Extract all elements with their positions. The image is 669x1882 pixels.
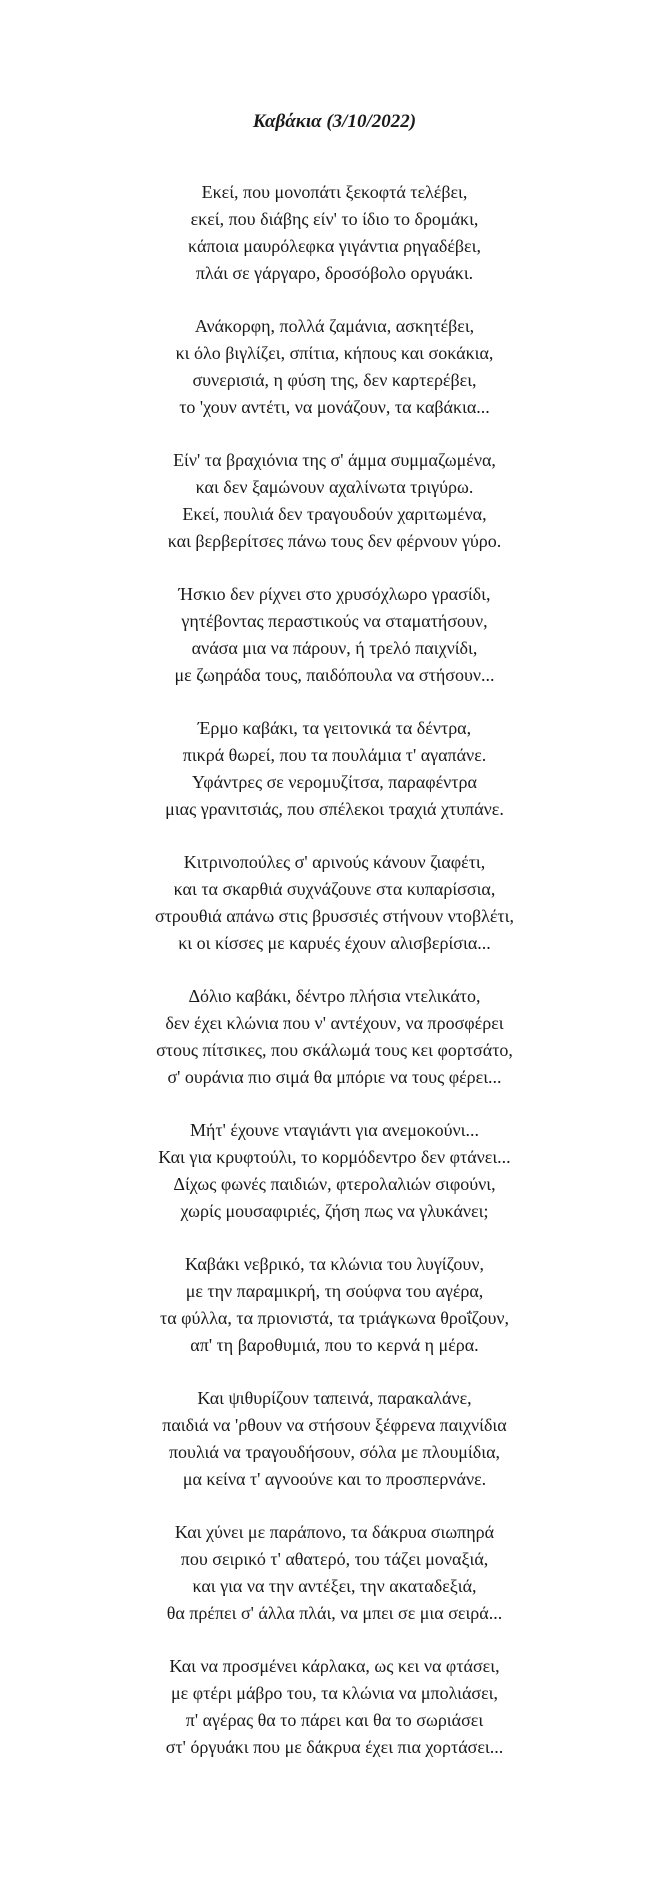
stanza bbox=[0, 447, 669, 555]
stanza bbox=[0, 1117, 669, 1225]
poem-line: θα πρέπει σ' άλλα πλάι, να μπει σε μια σειρά... bbox=[166, 1603, 503, 1623]
poem-line: σ' ουράνια πιο σιμά θα μπόριε να τους φέρει... bbox=[167, 1067, 502, 1087]
stanza bbox=[0, 1251, 669, 1359]
poem-line: Και να προσμένει κάρλακα, ως κει να φτάσει, bbox=[169, 1656, 500, 1676]
poem-line: Μήτ' έχουνε νταγιάντι για ανεμοκούνι... bbox=[190, 1120, 479, 1140]
poem-line: και για να την αντέξει, την ακαταδεξιά, bbox=[192, 1576, 477, 1596]
poem-line: Δίχως φωνές παιδιών, φτερολαλιών σιφούνι, bbox=[173, 1174, 496, 1194]
poem-line: Και χύνει με παράπονο, τα δάκρυα σιωπηρά bbox=[174, 1522, 495, 1542]
poem-line: εκεί, που διάβης είν' το ίδιο το δρομάκι, bbox=[190, 209, 479, 229]
poem-body bbox=[0, 179, 669, 1761]
poem-line: στρουθιά απάνω στις βρυσσιές στήνουν ντοβλέτι, bbox=[155, 906, 514, 926]
poem-line: με την παραμικρή, τη σούφνα του αγέρα, bbox=[185, 1281, 484, 1301]
stanza bbox=[0, 313, 669, 421]
poem-line: δεν έχει κλώνια που ν' αντέχουν, να προσφέρει bbox=[165, 1013, 504, 1033]
poem-line: Έρμο καβάκι, τα γειτονικά τα δέντρα, bbox=[197, 718, 472, 738]
stanza bbox=[0, 983, 669, 1091]
poem-line: κι όλο βιγλίζει, σπίτια, κήπους και σοκάκια, bbox=[175, 343, 494, 363]
stanza bbox=[0, 1653, 669, 1761]
poem-line: και βερβερίτσες πάνω τους δεν φέρνουν γύρο. bbox=[167, 531, 502, 551]
poem-title: Καβάκια (3/10/2022) bbox=[252, 111, 417, 132]
poem-line: στ' όργυάκι που με δάκρυα έχει πια χορτάσει... bbox=[165, 1737, 504, 1757]
poem-line: παιδιά να 'ρθουν να στήσουν ξέφρενα παιχνίδια bbox=[162, 1415, 507, 1435]
poem-line: Ήσκιο δεν ρίχνει στο χρυσόχλωρο γρασίδι, bbox=[178, 584, 491, 604]
poem-line: κάποια μαυρόλεφκα γιγάντια ρηγαδέβει, bbox=[188, 236, 481, 256]
poem-line: πικρά θωρεί, που τα πουλάμια τ' αγαπάνε. bbox=[182, 745, 487, 765]
poem-line: και τα σκαρθιά συχνάζουνε στα κυπαρίσσια, bbox=[173, 879, 496, 899]
poem-line: στους πίτσικες, που σκάλωμά τους κει φορτσάτο, bbox=[156, 1040, 513, 1060]
poem-line: με ζωηράδα τους, παιδόπουλα να στήσουν... bbox=[174, 665, 495, 685]
poem-line: μιας γρανιτσιάς, που σπέλεκοι τραχιά χτυπάνε. bbox=[165, 799, 504, 819]
poem-line: τα φύλλα, τα πριονιστά, τα τριάγκωνα θροΐζουν, bbox=[160, 1308, 509, 1328]
stanza bbox=[0, 1519, 669, 1627]
poem-line: απ' τη βαροθυμιά, που το κερνά η μέρα. bbox=[190, 1335, 479, 1355]
poem-line: Εκεί, που μονοπάτι ξεκοφτά τελέβει, bbox=[201, 182, 468, 202]
stanza bbox=[0, 1385, 669, 1493]
poem-line: Εκεί, πουλιά δεν τραγουδούν χαριτωμένα, bbox=[182, 504, 487, 524]
poem-line: κι οι κίσσες με καρυές έχουν αλισβερίσια... bbox=[178, 933, 491, 953]
poem-line: συνερισιά, η φύση της, δεν καρτερέβει, bbox=[192, 370, 477, 390]
stanza bbox=[0, 581, 669, 689]
poem-line: Υφάντρες σε νερομυζίτσα, παραφέντρα bbox=[192, 772, 477, 792]
poem-line: μα κείνα τ' αγνοούνε και το προσπερνάνε. bbox=[182, 1469, 487, 1489]
poem-line: Ανάκορφη, πολλά ζαμάνια, ασκητέβει, bbox=[194, 316, 475, 336]
poem-line: πουλιά να τραγουδήσουν, σόλα με πλουμίδια, bbox=[168, 1442, 501, 1462]
poem-line: χωρίς μουσαφιριές, ζήση πως να γλυκάνει; bbox=[180, 1201, 489, 1221]
poem-line: το 'χουν αντέτι, να μονάζουν, τα καβάκια... bbox=[179, 397, 490, 417]
poem-line: Δόλιο καβάκι, δέντρο πλήσια ντελικάτο, bbox=[188, 986, 481, 1006]
poem-line: Και για κρυφτούλι, το κορμόδεντρο δεν φτάνει... bbox=[158, 1147, 511, 1167]
poem-line: με φτέρι μάβρο του, τα κλώνια να μπολιάσει, bbox=[171, 1683, 498, 1703]
poem-line: Κιτρινοπούλες σ' αρινούς κάνουν ζιαφέτι, bbox=[183, 852, 486, 872]
stanza bbox=[0, 179, 669, 287]
poem-line: π' αγέρας θα το πάρει και θα το σωριάσει bbox=[185, 1710, 484, 1730]
poem-line: που σειρικό τ' αθατερό, του τάζει μοναξιά, bbox=[180, 1549, 489, 1569]
poem-line: ανάσα μια να πάρουν, ή τρελό παιχνίδι, bbox=[191, 638, 478, 658]
poem-line: και δεν ξαμώνουν αχαλίνωτα τριγύρω. bbox=[195, 477, 474, 497]
stanza bbox=[0, 849, 669, 957]
poem-line: Είν' τα βραχιόνια της σ' άμμα συμμαζωμένα, bbox=[173, 450, 496, 470]
poem-line: πλάι σε γάργαρο, δροσόβολο οργυάκι. bbox=[195, 263, 474, 283]
poem-line: Καβάκι νεβρικό, τα κλώνια του λυγίζουν, bbox=[185, 1254, 484, 1274]
poem-line: Και ψιθυρίζουν ταπεινά, παρακαλάνε, bbox=[197, 1388, 472, 1408]
stanza bbox=[0, 715, 669, 823]
poem-line: γητέβοντας περαστικούς να σταματήσουν, bbox=[181, 611, 488, 631]
